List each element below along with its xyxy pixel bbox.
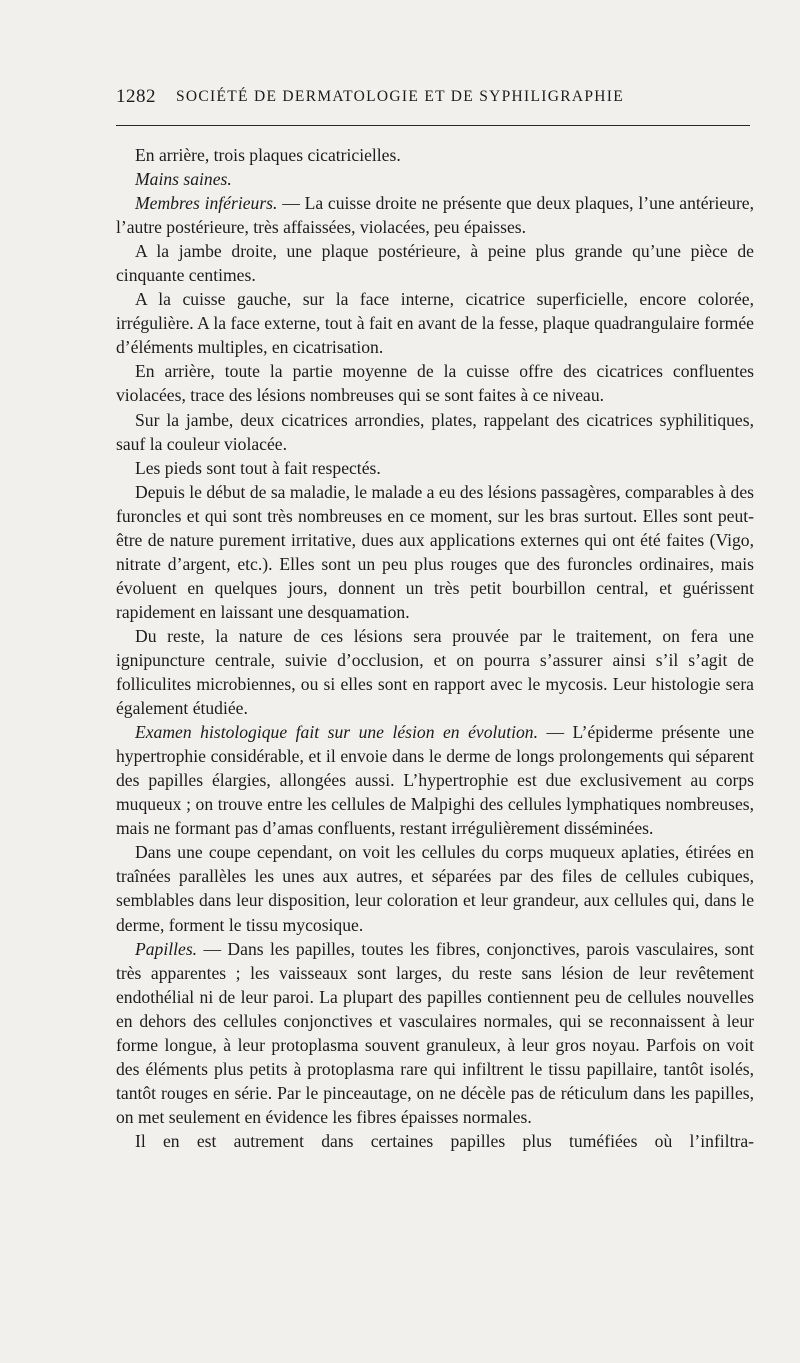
paragraph-text: A la jambe droite, une plaque postérieure, à peine plus grande qu’une pièce de cinquante centimes. (116, 241, 754, 286)
paragraph (116, 1129, 754, 1153)
header-rule (116, 125, 750, 126)
paragraph-text: — Dans les papilles, toutes les fibres, conjonctives, parois vasculaires, sont très apparentes ; les vaisseaux sont larges, du reste sans lésion de leur revêtement endothélial ni de leur paroi. La plupart des papilles contiennent peu de cellules nouvelles en dehors des cellules conjonctives et vasculaires normales, qui se reconnaissent à leur forme longue, à leur protoplasma souvent granuleux, à leur gros noyau. Parfois on voit des éléments plus petits à protoplasma rare qui infiltrent le tissu papillaire, tantôt isolés, tantôt rouges en série. Par le pinceautage, on ne décèle pas de réticulum dans les papilles, on met seulement en évidence les fibres épaisses normales. (116, 938, 754, 1127)
paragraph-text: Du reste, la nature de ces lésions sera prouvée par le traitement, on fera une ignipuncture centrale, suivie d’occlusion, et on pourra s’assurer ainsi s’il s’agit de folliculites microbiennes, ou si elles sont en rapport avec le mycosis. Leur histologie sera également étudiée. (116, 625, 754, 719)
paragraph-text: Dans une coupe cependant, on voit les cellules du corps muqueux aplaties, étirées en traînées parallèles les unes aux autres, et séparées par des files de cellules cubiques, semblables dans leur disposition, leur coloration et leur grandeur, aux cellules qui, dans le derme, forment le tissu mycosique. (116, 842, 754, 935)
paragraph-text: Il en est autrement dans certaines papilles plus tuméfiées où l’infiltra- (135, 1130, 754, 1151)
paragraph-text: A la cuisse gauche, sur la face interne, cicatrice superficielle, encore colorée, irrégulière. A la face externe, tout à fait en avant de la fesse, plaque quadrangulaire formée d’éléments multiples, en cicatrisation. (116, 289, 754, 358)
paragraph (116, 624, 754, 720)
paragraph (116, 239, 754, 287)
paragraph (116, 143, 754, 167)
page-header (116, 86, 750, 116)
paragraph (116, 167, 754, 191)
paragraph (116, 359, 754, 407)
paragraph-text: Les pieds sont tout à fait respectés. (135, 457, 381, 478)
paragraph-text: En arrière, toute la partie moyenne de la cuisse offre des cicatrices confluentes violacées, trace des lésions nombreuses qui se sont faites à ce niveau. (116, 361, 754, 406)
paragraph-text: En arrière, trois plaques cicatricielles. (135, 145, 401, 165)
running-title: SOCIÉTÉ DE DERMATOLOGIE ET DE SYPHILIGRAPHIE (176, 88, 624, 105)
page-number: 1282 (116, 86, 156, 107)
paragraph (116, 720, 754, 840)
paragraph (116, 840, 754, 936)
paragraph (116, 191, 754, 239)
paragraph (116, 408, 754, 456)
paragraph (116, 937, 754, 1129)
italic-heading: Mains saines. (135, 169, 232, 190)
paragraph (116, 480, 754, 624)
italic-heading: Papilles. (135, 938, 198, 959)
paragraph-text: Depuis le début de sa maladie, le malade a eu des lésions passagères, comparables à des furoncles et qui sont très nombreuses en ce moment, sur les bras surtout. Elles sont peut-être de nature purement irritative, dues aux applications externes qui ont été faites (Vigo, nitrate d’argent, etc.). Elles sont un peu plus rouges que des furoncles ordinaires, mais évoluent en quelques jours, donnent un très petit bourbillon central, et guérissent rapidement en laissant une desquamation. (116, 481, 754, 622)
body-text (116, 143, 754, 1153)
paragraph-text: Sur la jambe, deux cicatrices arrondies, plates, rappelant des cicatrices syphilitiques, sauf la couleur violacée. (116, 409, 754, 454)
italic-heading: Membres inférieurs. (135, 193, 278, 214)
paragraph-text: — L’épiderme présente une hypertrophie considérable, et il envoie dans le derme de longs prolongements qui séparent des papilles élargies, allongées aussi. L’hypertrophie est due exclusivement au corps muqueux ; on trouve entre les cellules de Malpighi des cellules lymphatiques nombreuses, mais ne formant pas d’amas confluents, restant irrégulièrement disséminées. (116, 722, 754, 839)
italic-heading: Examen histologique fait sur une lésion en évolution. (135, 722, 538, 743)
paragraph (116, 287, 754, 359)
paragraph (116, 456, 754, 480)
paragraph-text: — La cuisse droite ne présente que deux plaques, l’une antérieure, l’autre postérieure, très affaissées, violacées, peu épaisses. (116, 193, 755, 238)
